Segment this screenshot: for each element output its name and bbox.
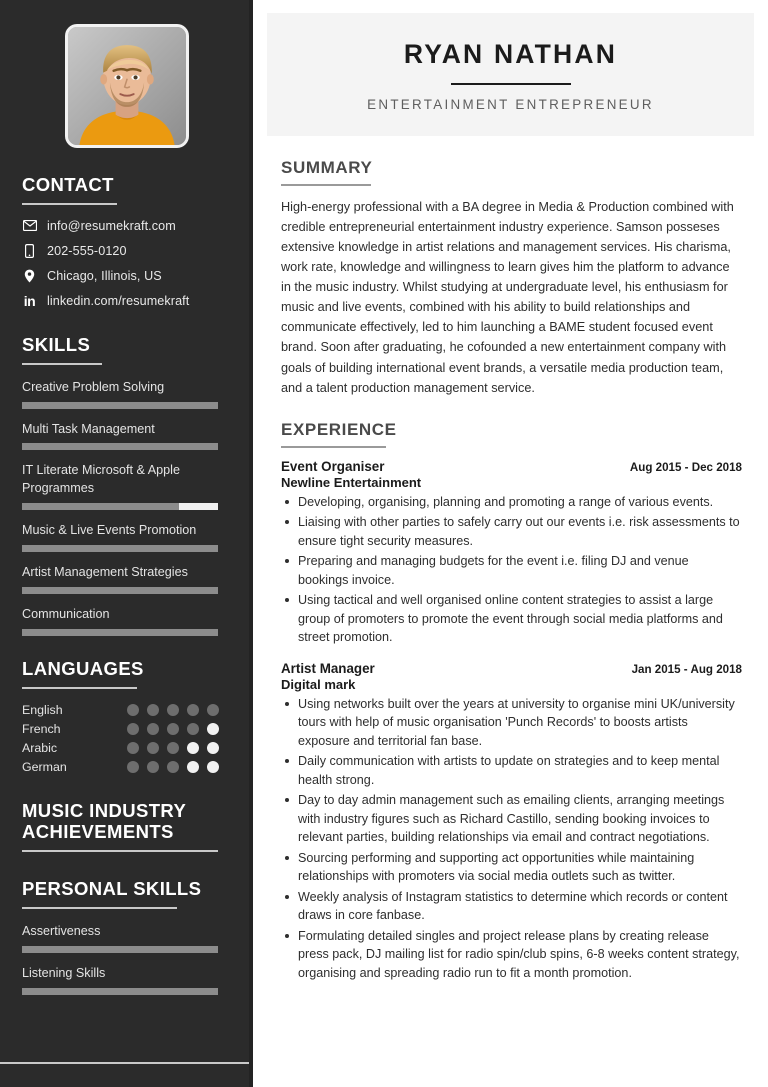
skill-item [22,606,231,636]
languages-heading-rule [22,687,137,689]
job-bullet: Preparing and managing budgets for the event i.e. filing DJ and venue bookings invoice. [281,552,742,589]
skills-heading-rule [22,363,102,365]
experience-entry [281,459,742,647]
rating-dot-empty [207,723,219,735]
contact-item-linkedin[interactable] [22,294,231,308]
language-item [22,741,231,755]
language-label: German [22,759,67,774]
contact-list [22,219,231,308]
job-dates: Aug 2015 - Dec 2018 [629,460,742,474]
summary-section [281,158,742,398]
languages-list [22,703,231,774]
summary-text: High-energy professional with a BA degree in Media & Production combined with credible entrepreneurial entertainment industry experience. Samson posseses extensive knowledge in artist relations and management services. His charisma, work rate, knowledge and willingness to learn gives him the platform to advance in the music industry. Whilst studying at undergraduate level, his enthusiasm for music and live events, combined with his ability to build relationships and communicate effectively, led to him launching a BAME student focused event brand. Soon after graduating, he cofounded a new entertainment company with goals of building international event brands, a versatile media production team, and a talent production management service. [281,200,734,395]
contact-item-email[interactable] [22,219,231,233]
skill-bar [22,587,218,594]
rating-dot-filled [147,761,159,773]
personal-skills-heading-rule [22,907,177,909]
rating-dot-filled [127,761,139,773]
rating-dot-filled [127,704,139,716]
skill-item [22,421,231,451]
job-bullet: Using networks built over the years at university to organise mini UK/university tours with help of music organisation 'Punch Records' to boosts artists exposure and territorial fan base. [281,695,742,751]
job-bullet: Liaising with other parties to safely carry out our events i.e. risk assessments to ensure tight security measures. [281,513,742,550]
rating-dot-empty [187,761,199,773]
skill-bar-fill [22,443,218,450]
language-label: French [22,721,61,736]
personal-skill-bar-fill [22,988,218,995]
rating-dot-filled [147,723,159,735]
job-company: Digital mark [281,676,356,692]
personal-skill-label: Assertiveness [22,924,101,939]
language-rating [127,742,219,754]
phone-icon [22,244,37,258]
profile-photo-image [68,27,186,145]
achievements-heading: MUSIC INDUSTRY ACHIEVEMENTS [22,799,186,843]
rating-dot-filled [127,742,139,754]
summary-heading-rule [281,184,371,186]
skill-label: Creative Problem Solving [22,379,165,394]
contact-item-location[interactable] [22,269,231,283]
skill-item [22,462,231,510]
rating-dot-filled [127,723,139,735]
rating-dot-filled [147,704,159,716]
job-bullet: Using tactical and well organised online content strategies to assist a large group of promoters to promote the event through social media platforms and street promotion. [281,591,742,647]
job-bullet: Weekly analysis of Instagram statistics to determine which records or content draws in core fanbase. [281,888,742,925]
skill-bar-fill [22,545,218,552]
job-role: Event Organiser [281,458,385,474]
rating-dot-filled [167,761,179,773]
rating-dot-filled [147,742,159,754]
envelope-icon [22,220,37,231]
job-role: Artist Manager [281,660,375,676]
name-divider [451,83,571,85]
contact-heading-rule [22,203,117,205]
language-rating [127,723,219,735]
linkedin-icon: in [23,292,36,309]
page-title: RYAN NATHAN [403,39,618,69]
skills-section [22,334,231,636]
job-bullet: Formulating detailed singles and project release plans by creating release press pack, DJ mailing list for radio spin/club spins, 6-8 weeks content strategy, organising and spreading radio run to fit a month promotion. [281,927,742,983]
skill-bar-fill [22,587,218,594]
skill-bar [22,545,218,552]
language-item [22,760,231,774]
experience-heading-rule [281,446,386,448]
personal-skills-section [22,878,231,995]
language-item [22,703,231,717]
skill-label: Multi Task Management [22,421,155,436]
skill-bar-fill [22,503,179,510]
job-bullets [281,695,742,983]
languages-section [22,658,231,774]
achievements-section [22,800,231,853]
job-bullet: Developing, organising, planning and promoting a range of various events. [281,493,742,512]
job-title-subtitle: ENTERTAINMENT ENTREPRENEUR [367,97,654,112]
skill-label: Artist Management Strategies [22,565,188,580]
job-bullet: Daily communication with artists to update on strategies and to keep mental health strong. [281,752,742,789]
contact-heading: CONTACT [22,174,114,195]
contact-linkedin-value: linkedin.com/resumekraft [47,293,190,308]
language-rating [127,704,219,716]
language-item [22,722,231,736]
main-content [253,0,768,1087]
skill-label: Music & Live Events Promotion [22,523,197,538]
experience-entry-header [281,459,742,474]
experience-heading: EXPERIENCE [281,419,397,439]
personal-skills-heading: PERSONAL SKILLS [22,878,202,900]
rating-dot-empty [187,742,199,754]
skills-heading: SKILLS [22,333,91,355]
skill-item [22,522,231,552]
contact-section [22,174,231,308]
rating-dot-empty [207,761,219,773]
job-bullet: Day to day admin management such as emailing clients, arranging meetings with industry figures such as Richard Castillo, sending booking invoices to relevant parties, building relationships via email and contract negotiations. [281,791,742,847]
skill-label: Communication [22,606,110,621]
rating-dot-filled [167,742,179,754]
page-break-line [0,1062,249,1064]
rating-dot-filled [167,723,179,735]
skill-bar [22,443,218,450]
rating-dot-empty [207,742,219,754]
experience-entry-header [281,661,742,676]
contact-location-value: Chicago, Illinois, US [47,268,162,283]
skill-bar [22,402,218,409]
personal-skill-item [22,923,231,953]
job-bullet: Sourcing performing and supporting act opportunities while maintaining relationships with promoters via social media outlets such as twitter. [281,849,742,886]
personal-skill-bar [22,946,218,953]
rating-dot-filled [167,704,179,716]
experience-section [281,420,742,983]
skill-item [22,564,231,594]
job-company: Newline Entertainment [281,474,422,490]
contact-item-phone[interactable] [22,244,231,258]
languages-heading: LANGUAGES [22,657,144,679]
achievements-heading-rule [22,850,218,852]
summary-heading: SUMMARY [281,158,373,177]
personal-skill-bar-fill [22,946,218,953]
location-pin-icon [22,269,37,283]
avatar [65,24,189,148]
name-header-block [267,13,754,136]
sidebar [0,0,253,1087]
skill-bar [22,629,218,636]
language-rating [127,761,219,773]
contact-phone-value: 202-555-0120 [47,243,127,258]
contact-email-value: info@resumekraft.com [47,218,176,233]
language-label: Arabic [22,740,58,755]
skill-item [22,379,231,409]
personal-skill-bar [22,988,218,995]
skill-bar-fill [22,402,218,409]
skill-label: IT Literate Microsoft & Apple Programmes [22,463,180,496]
experience-entry [281,661,742,983]
skill-bar-fill [22,629,218,636]
rating-dot-filled [207,704,219,716]
job-bullets [281,493,742,647]
job-dates: Jan 2015 - Aug 2018 [631,662,742,676]
rating-dot-filled [187,704,199,716]
language-label: English [22,702,63,717]
skill-bar [22,503,218,510]
rating-dot-filled [187,723,199,735]
personal-skill-item [22,965,231,995]
personal-skill-label: Listening Skills [22,965,106,980]
